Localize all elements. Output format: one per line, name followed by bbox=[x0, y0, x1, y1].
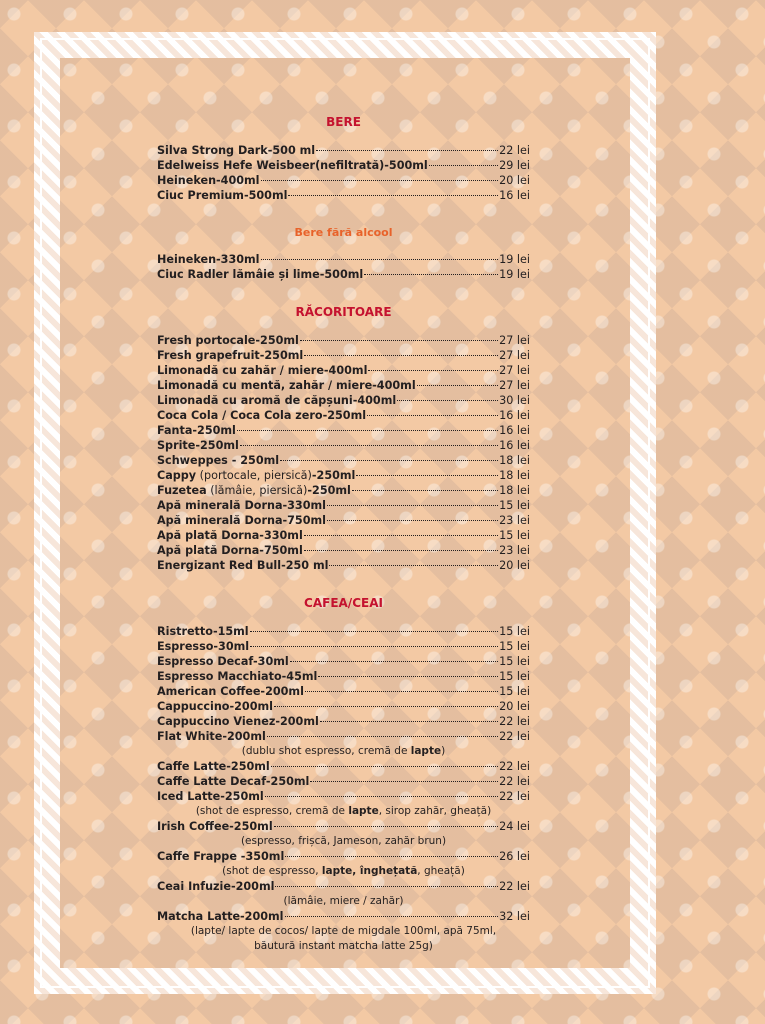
item-name-text: Apă minerală Dorna-750ml bbox=[157, 514, 326, 527]
item-price: 22 lei bbox=[499, 715, 530, 728]
item-name-text: Fresh portocale-250ml bbox=[157, 334, 299, 347]
menu-item bbox=[157, 453, 530, 468]
item-price: 27 lei bbox=[499, 349, 530, 362]
menu-item bbox=[157, 714, 530, 729]
desc-bold: lapte, înghețată bbox=[321, 865, 418, 877]
dot-leader bbox=[318, 676, 498, 677]
item-name bbox=[157, 348, 303, 363]
dot-leader bbox=[250, 646, 498, 647]
menu-item bbox=[157, 423, 530, 438]
dot-leader bbox=[271, 766, 498, 767]
menu-item bbox=[157, 483, 530, 498]
dot-leader bbox=[304, 355, 498, 356]
item-price: 15 lei bbox=[499, 529, 530, 542]
item-description bbox=[157, 804, 530, 819]
dot-leader bbox=[237, 430, 498, 431]
item-name bbox=[157, 393, 396, 408]
item-name bbox=[157, 543, 303, 558]
item-name bbox=[157, 714, 319, 729]
item-name bbox=[157, 173, 260, 188]
list-cafea-ceai bbox=[157, 624, 530, 954]
item-price: 18 lei bbox=[499, 454, 530, 467]
dot-leader bbox=[304, 550, 498, 551]
item-name bbox=[157, 513, 326, 528]
item-price: 16 lei bbox=[499, 439, 530, 452]
item-name-text: Fresh grapefruit-250ml bbox=[157, 349, 304, 362]
menu-item bbox=[157, 438, 530, 453]
item-price: 30 lei bbox=[499, 394, 530, 407]
item-price: 15 lei bbox=[499, 640, 530, 653]
menu-item bbox=[157, 468, 530, 483]
menu-item bbox=[157, 684, 530, 699]
menu-item bbox=[157, 378, 530, 393]
dot-leader bbox=[240, 445, 498, 446]
item-name bbox=[157, 849, 284, 864]
dot-leader bbox=[304, 535, 498, 536]
item-price: 26 lei bbox=[499, 850, 530, 863]
menu-item bbox=[157, 173, 530, 188]
desc-part: (lapte/ lapte de cocos/ lapte de migdale 100ml, apă 75ml, bbox=[190, 925, 497, 937]
item-name bbox=[157, 909, 284, 924]
dot-leader bbox=[274, 826, 498, 827]
item-name-text: Cappuccino-200ml bbox=[157, 700, 273, 713]
item-description-line2: băutură instant matcha latte 25g) bbox=[254, 940, 433, 952]
item-name bbox=[157, 378, 416, 393]
item-name-text: Silva Strong Dark-500 ml bbox=[157, 144, 316, 157]
list-racoritoare bbox=[157, 333, 530, 573]
dot-leader bbox=[305, 691, 498, 692]
item-name-text: Edelweiss Hefe Weisbeer(nefiltrată)-500ml bbox=[157, 159, 428, 172]
menu-item bbox=[157, 759, 530, 774]
list-bere bbox=[157, 143, 530, 203]
menu-item bbox=[157, 408, 530, 423]
item-name bbox=[157, 654, 289, 669]
menu-content bbox=[157, 114, 530, 954]
item-name bbox=[157, 558, 328, 573]
item-note: (lămâie, piersică) bbox=[206, 484, 308, 497]
dot-leader bbox=[368, 370, 498, 371]
item-name bbox=[157, 528, 303, 543]
item-name-text: Cappuccino Vienez-200ml bbox=[157, 715, 319, 728]
item-price: 27 lei bbox=[499, 364, 530, 377]
menu-item bbox=[157, 879, 530, 894]
dot-leader bbox=[275, 886, 498, 887]
list-bere-fara-alcool bbox=[157, 252, 530, 282]
dot-leader bbox=[261, 259, 499, 260]
menu-item bbox=[157, 669, 530, 684]
item-name bbox=[157, 333, 299, 348]
menu-item bbox=[157, 909, 530, 924]
item-price: 15 lei bbox=[499, 670, 530, 683]
item-name bbox=[157, 453, 279, 468]
item-name bbox=[157, 759, 270, 774]
item-price: 22 lei bbox=[499, 730, 530, 743]
item-name-text: Ceai Infuzie-200ml bbox=[157, 880, 275, 893]
item-price: 15 lei bbox=[499, 655, 530, 668]
item-name-text: Heineken-400ml bbox=[157, 174, 260, 187]
item-price: 16 lei bbox=[499, 409, 530, 422]
dot-leader bbox=[367, 415, 498, 416]
item-name bbox=[157, 438, 239, 453]
desc-part: , sirop zahăr, gheață) bbox=[378, 805, 492, 817]
item-name bbox=[157, 267, 363, 282]
item-name bbox=[157, 468, 355, 483]
dot-leader bbox=[288, 195, 498, 196]
item-name-text: Limonadă cu zahăr / miere-400ml bbox=[157, 364, 368, 377]
item-name bbox=[157, 789, 264, 804]
dot-leader bbox=[356, 475, 498, 476]
menu-item bbox=[157, 819, 530, 834]
section-title-racoritoare: RĂCORITOARE bbox=[295, 305, 392, 319]
item-name-text: Iced Latte-250ml bbox=[157, 790, 264, 803]
item-description bbox=[157, 894, 530, 909]
item-name-text: Ciuc Premium-500ml bbox=[157, 189, 288, 202]
item-name-text: Cappy bbox=[157, 469, 197, 482]
item-price: 19 lei bbox=[499, 253, 530, 266]
item-price: 24 lei bbox=[499, 820, 530, 833]
item-name-text: Ciuc Radler lămâie și lime-500ml bbox=[157, 268, 364, 281]
dot-leader bbox=[316, 150, 498, 151]
dot-leader bbox=[300, 340, 498, 341]
menu-item bbox=[157, 158, 530, 173]
menu-item bbox=[157, 252, 530, 267]
item-price: 16 lei bbox=[499, 189, 530, 202]
item-name-text: Limonadă cu mentă, zahăr / miere-400ml bbox=[157, 379, 416, 392]
desc-part: ) bbox=[441, 745, 446, 757]
item-price: 20 lei bbox=[499, 700, 530, 713]
menu-item bbox=[157, 267, 530, 282]
item-name bbox=[157, 483, 351, 498]
item-price: 23 lei bbox=[499, 544, 530, 557]
menu-item bbox=[157, 333, 530, 348]
item-name bbox=[157, 252, 260, 267]
item-price: 32 lei bbox=[499, 910, 530, 923]
item-name-text: American Coffee-200ml bbox=[157, 685, 304, 698]
item-name bbox=[157, 819, 273, 834]
dot-leader bbox=[320, 721, 498, 722]
item-name-text: Matcha Latte-200ml bbox=[157, 910, 284, 923]
item-name bbox=[157, 363, 367, 378]
desc-part: (shot de espresso, bbox=[222, 865, 322, 877]
dot-leader bbox=[280, 460, 498, 461]
item-price: 15 lei bbox=[499, 625, 530, 638]
item-name bbox=[157, 188, 287, 203]
item-description bbox=[157, 744, 530, 759]
dot-leader bbox=[397, 400, 498, 401]
item-name bbox=[157, 498, 326, 513]
item-price: 22 lei bbox=[499, 775, 530, 788]
item-price: 23 lei bbox=[499, 514, 530, 527]
desc-bold: lapte bbox=[410, 745, 442, 757]
menu-item bbox=[157, 624, 530, 639]
menu-item bbox=[157, 513, 530, 528]
item-size: -250ml bbox=[307, 484, 351, 497]
menu-item bbox=[157, 558, 530, 573]
item-name-text: Energizant Red Bull-250 ml bbox=[157, 559, 329, 572]
desc-part: (espresso, frișcă, Jameson, zahăr brun) bbox=[240, 835, 447, 847]
item-name-text: Apă minerală Dorna-330ml bbox=[157, 499, 326, 512]
desc-part: , gheață) bbox=[417, 865, 465, 877]
item-price: 22 lei bbox=[499, 760, 530, 773]
item-name bbox=[157, 408, 366, 423]
dot-leader bbox=[327, 520, 498, 521]
item-price: 22 lei bbox=[499, 880, 530, 893]
dot-leader bbox=[327, 505, 498, 506]
desc-part: (lămâie, miere / zahăr) bbox=[283, 895, 404, 907]
item-name-text: Apă plată Dorna-330ml bbox=[157, 529, 303, 542]
item-name-text: Espresso Decaf-30ml bbox=[157, 655, 289, 668]
item-name bbox=[157, 423, 236, 438]
menu-item bbox=[157, 348, 530, 363]
item-name-text: Flat White-200ml bbox=[157, 730, 266, 743]
item-name bbox=[157, 143, 315, 158]
item-name bbox=[157, 639, 249, 654]
item-name-text: Caffe Latte Decaf-250ml bbox=[157, 775, 310, 788]
item-name-text: Fuzetea bbox=[157, 484, 207, 497]
item-name-text: Espresso-30ml bbox=[157, 640, 250, 653]
item-name-text: Ristretto-15ml bbox=[157, 625, 249, 638]
item-name bbox=[157, 774, 309, 789]
item-name bbox=[157, 729, 266, 744]
menu-item bbox=[157, 498, 530, 513]
dot-leader bbox=[250, 631, 498, 632]
dot-leader bbox=[285, 916, 499, 917]
item-name bbox=[157, 624, 249, 639]
item-price: 18 lei bbox=[499, 484, 530, 497]
dot-leader bbox=[329, 565, 498, 566]
item-description bbox=[157, 924, 530, 939]
menu-item bbox=[157, 849, 530, 864]
menu-item bbox=[157, 528, 530, 543]
item-name-text: Sprite-250ml bbox=[157, 439, 239, 452]
item-price: 18 lei bbox=[499, 469, 530, 482]
menu-item bbox=[157, 639, 530, 654]
item-price: 19 lei bbox=[499, 268, 530, 281]
item-name-text: Apă plată Dorna-750ml bbox=[157, 544, 303, 557]
dot-leader bbox=[261, 180, 499, 181]
item-name-text: Caffe Frappe -350ml bbox=[157, 850, 285, 863]
dot-leader bbox=[429, 165, 498, 166]
item-name bbox=[157, 158, 428, 173]
item-name-text: Irish Coffee-250ml bbox=[157, 820, 273, 833]
item-price: 29 lei bbox=[499, 159, 530, 172]
menu-item bbox=[157, 188, 530, 203]
item-description bbox=[157, 864, 530, 879]
item-price: 22 lei bbox=[499, 790, 530, 803]
item-price: 15 lei bbox=[499, 685, 530, 698]
item-name-text: Espresso Macchiato-45ml bbox=[157, 670, 318, 683]
dot-leader bbox=[265, 796, 498, 797]
dot-leader bbox=[417, 385, 498, 386]
menu-item bbox=[157, 363, 530, 378]
dot-leader bbox=[274, 706, 498, 707]
menu-item bbox=[157, 393, 530, 408]
item-name-text: Schweppes - 250ml bbox=[157, 454, 280, 467]
item-price: 20 lei bbox=[499, 174, 530, 187]
menu-item bbox=[157, 789, 530, 804]
item-name-text: Heineken-330ml bbox=[157, 253, 260, 266]
dot-leader bbox=[285, 856, 498, 857]
desc-bold: lapte bbox=[348, 805, 379, 817]
menu-item bbox=[157, 699, 530, 714]
item-name bbox=[157, 684, 304, 699]
desc-part: (shot de espresso, cremă de bbox=[195, 805, 349, 817]
menu-item bbox=[157, 143, 530, 158]
item-name bbox=[157, 879, 274, 894]
item-price: 27 lei bbox=[499, 379, 530, 392]
section-title-bere-fara-alcool: Bere fără alcool bbox=[294, 226, 393, 239]
dot-leader bbox=[310, 781, 498, 782]
dot-leader bbox=[364, 274, 498, 275]
item-price: 22 lei bbox=[499, 144, 530, 157]
item-name-text: Fanta-250ml bbox=[157, 424, 236, 437]
menu-item bbox=[157, 543, 530, 558]
menu-item bbox=[157, 729, 530, 744]
item-size: -250ml bbox=[311, 469, 356, 482]
item-description bbox=[157, 834, 530, 849]
dot-leader bbox=[267, 736, 498, 737]
item-price: 20 lei bbox=[499, 559, 530, 572]
item-name-text: Limonadă cu aromă de căpșuni-400ml bbox=[157, 394, 397, 407]
menu-item bbox=[157, 654, 530, 669]
dot-leader bbox=[352, 490, 498, 491]
menu-item bbox=[157, 774, 530, 789]
item-price: 15 lei bbox=[499, 499, 530, 512]
dot-leader bbox=[290, 661, 498, 662]
item-price: 27 lei bbox=[499, 334, 530, 347]
item-note: (portocale, piersică) bbox=[196, 469, 312, 482]
desc-part: (dublu shot espresso, cremă de bbox=[241, 745, 411, 757]
item-name bbox=[157, 669, 317, 684]
item-name-text: Coca Cola / Coca Cola zero-250ml bbox=[157, 409, 367, 422]
item-name-text: Caffe Latte-250ml bbox=[157, 760, 270, 773]
item-name bbox=[157, 699, 273, 714]
section-title-bere: BERE bbox=[326, 115, 361, 129]
section-title-cafea-ceai: CAFEA/CEAI bbox=[304, 596, 383, 610]
item-price: 16 lei bbox=[499, 424, 530, 437]
